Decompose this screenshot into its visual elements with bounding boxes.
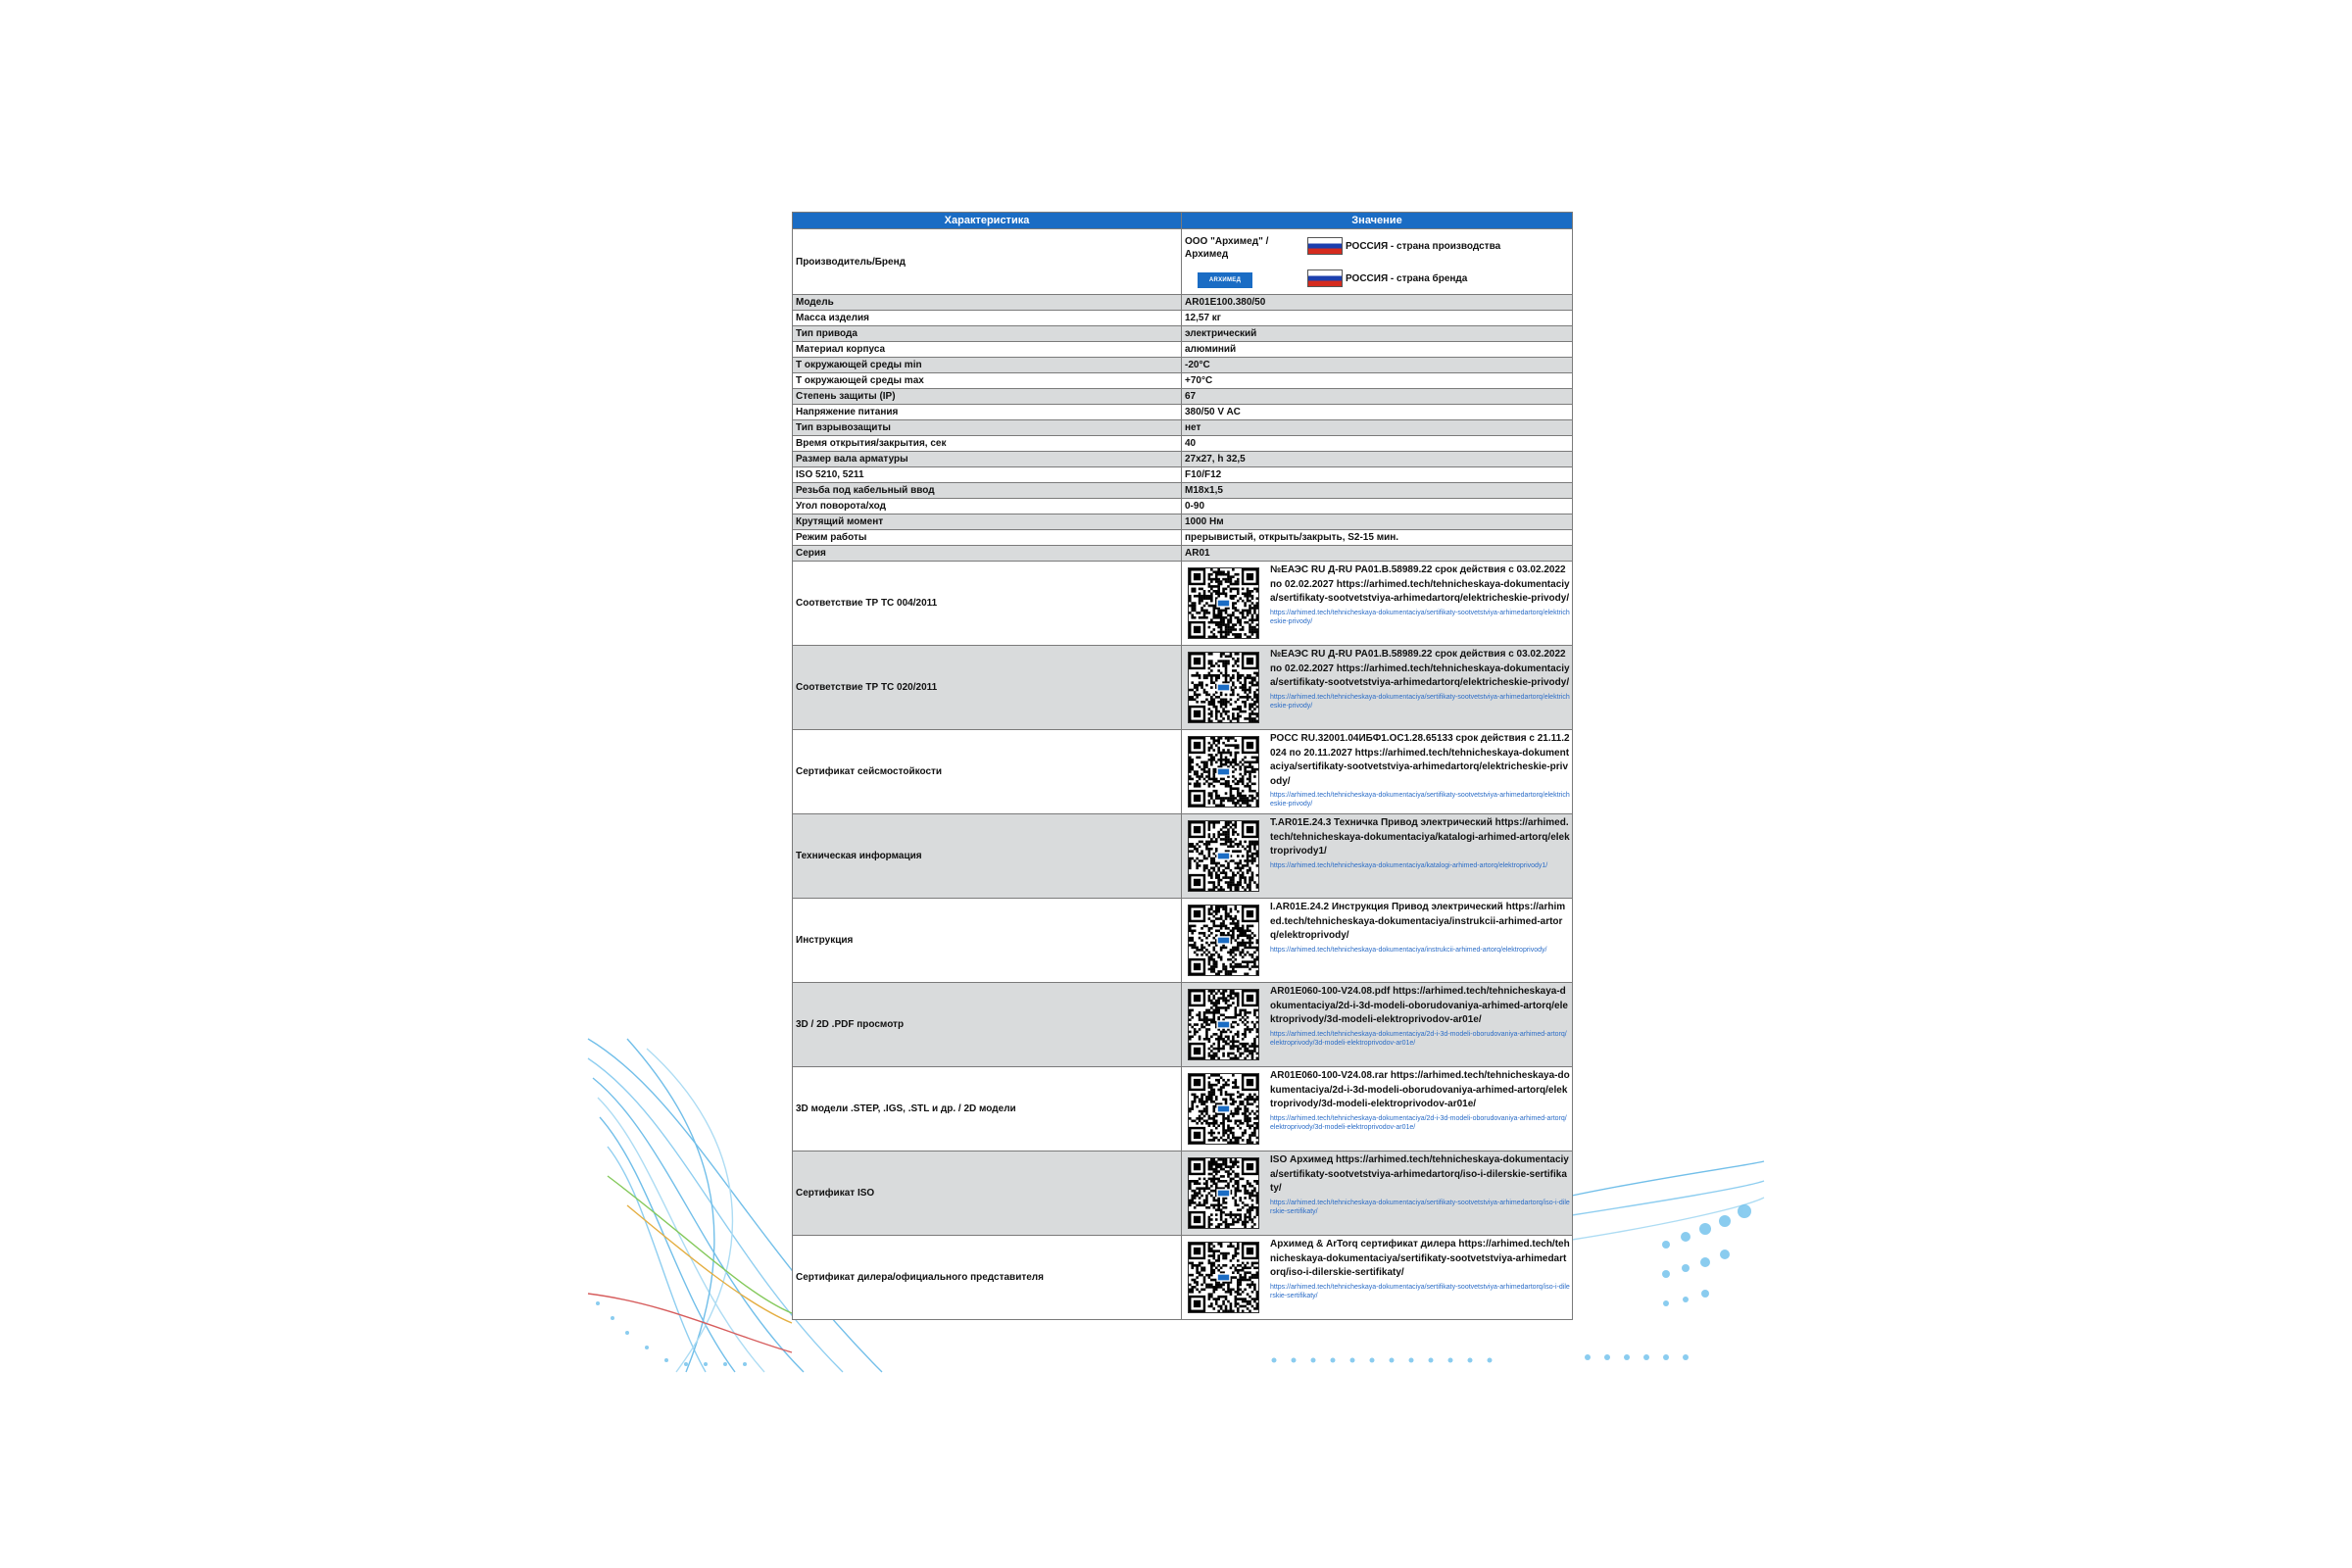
- document-value-cell: [1182, 730, 1573, 814]
- document-description: №ЕАЭС RU Д-RU РА01.В.58989.22 срок действия с 03.02.2022 по 02.02.2027 https://arhimed.tech/tehnicheskaya-dokumentaciya/sertifikaty-sootvetstviya-arhimedartorq/elektricheskie-privody/: [1270, 649, 1570, 688]
- row-value: AR01E100.380/50: [1182, 295, 1573, 311]
- document-link[interactable]: https://arhimed.tech/tehnicheskaya-dokumentaciya/sertifikaty-sootvetstviya-arhimedartorq/iso-i-dilerskie-sertifikaty/: [1270, 1283, 1570, 1299]
- row-value: 12,57 кг: [1182, 311, 1573, 326]
- table-row: [793, 530, 1573, 546]
- qr-code-icon[interactable]: [1188, 1157, 1259, 1229]
- document-description: I.AR01E.24.2 Инструкция Привод электрический https://arhimed.tech/tehnicheskaya-dokumentaciya/instrukcii-arhimed-artorq/elektroprivody/: [1270, 902, 1566, 941]
- row-label: Режим работы: [793, 530, 1182, 546]
- document-description: AR01E060-100-V24.08.rar https://arhimed.tech/tehnicheskaya-dokumentaciya/2d-i-3d-modeli-oborudovaniya-arhimed-artorq/elektroprivody/3d-modeli-elektroprivodov-ar01e/: [1270, 1070, 1570, 1109]
- document-link[interactable]: https://arhimed.tech/tehnicheskaya-dokumentaciya/katalogi-arhimed-artorq/elektroprivody1/: [1270, 861, 1548, 869]
- row-label: Серия: [793, 546, 1182, 562]
- brand-value-cell: [1182, 229, 1573, 295]
- document-row: [793, 814, 1573, 899]
- row-value: -20°С: [1182, 358, 1573, 373]
- production-country-text: РОССИЯ - страна производства: [1346, 240, 1501, 252]
- table-row: [793, 358, 1573, 373]
- table-row: [793, 295, 1573, 311]
- document-text-block: [1270, 1153, 1570, 1233]
- row-label: Резьба под кабельный ввод: [793, 483, 1182, 499]
- row-label: Т окружающей среды min: [793, 358, 1182, 373]
- brand-country-text: РОССИЯ - страна бренда: [1346, 272, 1468, 284]
- document-description: AR01E060-100-V24.08.pdf https://arhimed.tech/tehnicheskaya-dokumentaciya/2d-i-3d-modeli-oborudovaniya-arhimed-artorq/elektroprivody/3d-modeli-elektroprivodov-ar01e/: [1270, 986, 1568, 1025]
- document-text-block: [1270, 816, 1570, 896]
- row-label: Тип взрывозащиты: [793, 420, 1182, 436]
- table-row: [793, 546, 1573, 562]
- row-value: прерывистый, открыть/закрыть, S2-15 мин.: [1182, 530, 1573, 546]
- production-country: [1307, 236, 1500, 256]
- row-value: F10/F12: [1182, 467, 1573, 483]
- table-row: [793, 467, 1573, 483]
- row-value: M18x1,5: [1182, 483, 1573, 499]
- document-link[interactable]: https://arhimed.tech/tehnicheskaya-dokumentaciya/2d-i-3d-modeli-oborudovaniya-arhimed-artorq/elektroprivody/3d-modeli-elektroprivodov-ar01e/: [1270, 1030, 1567, 1047]
- qr-code-icon[interactable]: [1188, 652, 1259, 723]
- document-label: Сертификат сейсмостойкости: [793, 730, 1182, 814]
- document-value-cell: [1182, 899, 1573, 983]
- document-text-block: [1270, 1069, 1570, 1149]
- document-label: Соответствие ТР ТС 020/2011: [793, 646, 1182, 730]
- row-label: Модель: [793, 295, 1182, 311]
- table-row: [793, 405, 1573, 420]
- document-label: Техническая информация: [793, 814, 1182, 899]
- brand-country: [1307, 269, 1467, 288]
- document-value-cell: [1182, 562, 1573, 646]
- qr-code-icon[interactable]: [1188, 905, 1259, 976]
- document-value-cell: [1182, 814, 1573, 899]
- document-label: Инструкция: [793, 899, 1182, 983]
- document-label: Сертификат ISO: [793, 1152, 1182, 1236]
- qr-code-icon[interactable]: [1188, 989, 1259, 1060]
- row-label: Тип привода: [793, 326, 1182, 342]
- document-value-cell: [1182, 646, 1573, 730]
- row-label: Степень защиты (IP): [793, 389, 1182, 405]
- row-label: Напряжение питания: [793, 405, 1182, 420]
- row-value: 0-90: [1182, 499, 1573, 514]
- document-link[interactable]: https://arhimed.tech/tehnicheskaya-dokumentaciya/sertifikaty-sootvetstviya-arhimedartorq/elektricheskie-privody/: [1270, 693, 1570, 710]
- specification-table: [792, 212, 1573, 1320]
- row-label: Размер вала арматуры: [793, 452, 1182, 467]
- qr-code-icon[interactable]: [1188, 1073, 1259, 1145]
- row-value: 27х27, h 32,5: [1182, 452, 1573, 467]
- table-row: [793, 373, 1573, 389]
- table-row: [793, 389, 1573, 405]
- table-row: [793, 499, 1573, 514]
- table-row: [793, 420, 1573, 436]
- document-label: Сертификат дилера/официального представителя: [793, 1236, 1182, 1320]
- brand-label: Производитель/Бренд: [793, 229, 1182, 295]
- document-value-cell: [1182, 1152, 1573, 1236]
- row-value: 40: [1182, 436, 1573, 452]
- document-text-block: [1270, 732, 1570, 811]
- russia-flag-icon: [1307, 270, 1343, 287]
- document-link[interactable]: https://arhimed.tech/tehnicheskaya-dokumentaciya/sertifikaty-sootvetstviya-arhimedartorq/iso-i-dilerskie-sertifikaty/: [1270, 1199, 1570, 1215]
- document-row: [793, 983, 1573, 1067]
- document-description: №ЕАЭС RU Д-RU РА01.В.58989.22 срок действия с 03.02.2022 по 02.02.2027 https://arhimed.tech/tehnicheskaya-dokumentaciya/sertifikaty-sootvetstviya-arhimedartorq/elektricheskie-privody/: [1270, 564, 1570, 604]
- row-label: Угол поворота/ход: [793, 499, 1182, 514]
- document-text-block: [1270, 648, 1570, 727]
- document-label: 3D модели .STEP, .IGS, .STL и др. / 2D модели: [793, 1067, 1182, 1152]
- document-value-cell: [1182, 1236, 1573, 1320]
- document-row: [793, 899, 1573, 983]
- table-header-row: [793, 213, 1573, 229]
- row-label: ISO 5210, 5211: [793, 467, 1182, 483]
- table-row: [793, 311, 1573, 326]
- row-label: Материал корпуса: [793, 342, 1182, 358]
- document-description: ISO Архимед https://arhimed.tech/tehnicheskaya-dokumentaciya/sertifikaty-sootvetstviya-arhimedartorq/iso-i-dilerskie-sertifikaty/: [1270, 1154, 1569, 1194]
- document-row: [793, 1236, 1573, 1320]
- document-link[interactable]: https://arhimed.tech/tehnicheskaya-dokumentaciya/sertifikaty-sootvetstviya-arhimedartorq/elektricheskie-privody/: [1270, 792, 1570, 808]
- qr-code-icon[interactable]: [1188, 820, 1259, 892]
- row-value: 67: [1182, 389, 1573, 405]
- table-row: [793, 326, 1573, 342]
- qr-code-icon[interactable]: [1188, 567, 1259, 639]
- document-label: 3D / 2D .PDF просмотр: [793, 983, 1182, 1067]
- table-row: [793, 436, 1573, 452]
- row-label: Масса изделия: [793, 311, 1182, 326]
- document-row: [793, 1152, 1573, 1236]
- row-value: +70°С: [1182, 373, 1573, 389]
- row-value: 1000 Нм: [1182, 514, 1573, 530]
- table-row: [793, 483, 1573, 499]
- row-value: нет: [1182, 420, 1573, 436]
- table-row: [793, 452, 1573, 467]
- header-value: Значение: [1182, 213, 1573, 229]
- table-row: [793, 342, 1573, 358]
- document-text-block: [1270, 1238, 1570, 1317]
- document-value-cell: [1182, 1067, 1573, 1152]
- document-label: Соответствие ТР ТС 004/2011: [793, 562, 1182, 646]
- brand-row: [793, 229, 1573, 295]
- brand-name: ООО "Архимед" / Архимед: [1185, 236, 1269, 260]
- row-value: алюминий: [1182, 342, 1573, 358]
- qr-code-icon[interactable]: [1188, 1242, 1259, 1313]
- document-link[interactable]: https://arhimed.tech/tehnicheskaya-dokumentaciya/sertifikaty-sootvetstviya-arhimedartorq/elektricheskie-privody/: [1270, 609, 1570, 625]
- russia-flag-icon: [1307, 237, 1343, 255]
- row-label: Крутящий момент: [793, 514, 1182, 530]
- document-row: [793, 1067, 1573, 1152]
- document-row: [793, 646, 1573, 730]
- arhimed-logo: ARXИМЕД: [1198, 272, 1252, 288]
- document-link[interactable]: https://arhimed.tech/tehnicheskaya-dokumentaciya/instrukcii-arhimed-artorq/elektroprivody/: [1270, 946, 1547, 954]
- row-value: AR01: [1182, 546, 1573, 562]
- document-description: РОСС RU.32001.04ИБФ1.ОС1.28.65133 срок действия с 21.11.2024 по 20.11.2027 https://arhimed.tech/tehnicheskaya-dokumentaciya/sertifikaty-sootvetstviya-arhimedartorq/elektricheskie-privody/: [1270, 733, 1570, 787]
- header-characteristic: Характеристика: [793, 213, 1182, 229]
- document-row: [793, 562, 1573, 646]
- row-value: 380/50 V AC: [1182, 405, 1573, 420]
- table-row: [793, 514, 1573, 530]
- document-link[interactable]: https://arhimed.tech/tehnicheskaya-dokumentaciya/2d-i-3d-modeli-oborudovaniya-arhimed-artorq/elektroprivody/3d-modeli-elektroprivodov-ar01e/: [1270, 1114, 1567, 1131]
- document-text-block: [1270, 901, 1570, 980]
- row-label: Т окружающей среды max: [793, 373, 1182, 389]
- qr-code-icon[interactable]: [1188, 736, 1259, 808]
- row-label: Время открытия/закрытия, сек: [793, 436, 1182, 452]
- document-row: [793, 730, 1573, 814]
- document-text-block: [1270, 985, 1570, 1064]
- document-description: T.AR01E.24.3 Техничка Привод электрический https://arhimed.tech/tehnicheskaya-dokumentaciya/katalogi-arhimed-artorq/elektroprivody1/: [1270, 817, 1570, 857]
- document-text-block: [1270, 564, 1570, 643]
- row-value: электрический: [1182, 326, 1573, 342]
- document-value-cell: [1182, 983, 1573, 1067]
- document-description: Архимед & ArTorq сертификат дилера https://arhimed.tech/tehnicheskaya-dokumentaciya/sertifikaty-sootvetstviya-arhimedartorq/iso-i-dilerskie-sertifikaty/: [1270, 1239, 1570, 1278]
